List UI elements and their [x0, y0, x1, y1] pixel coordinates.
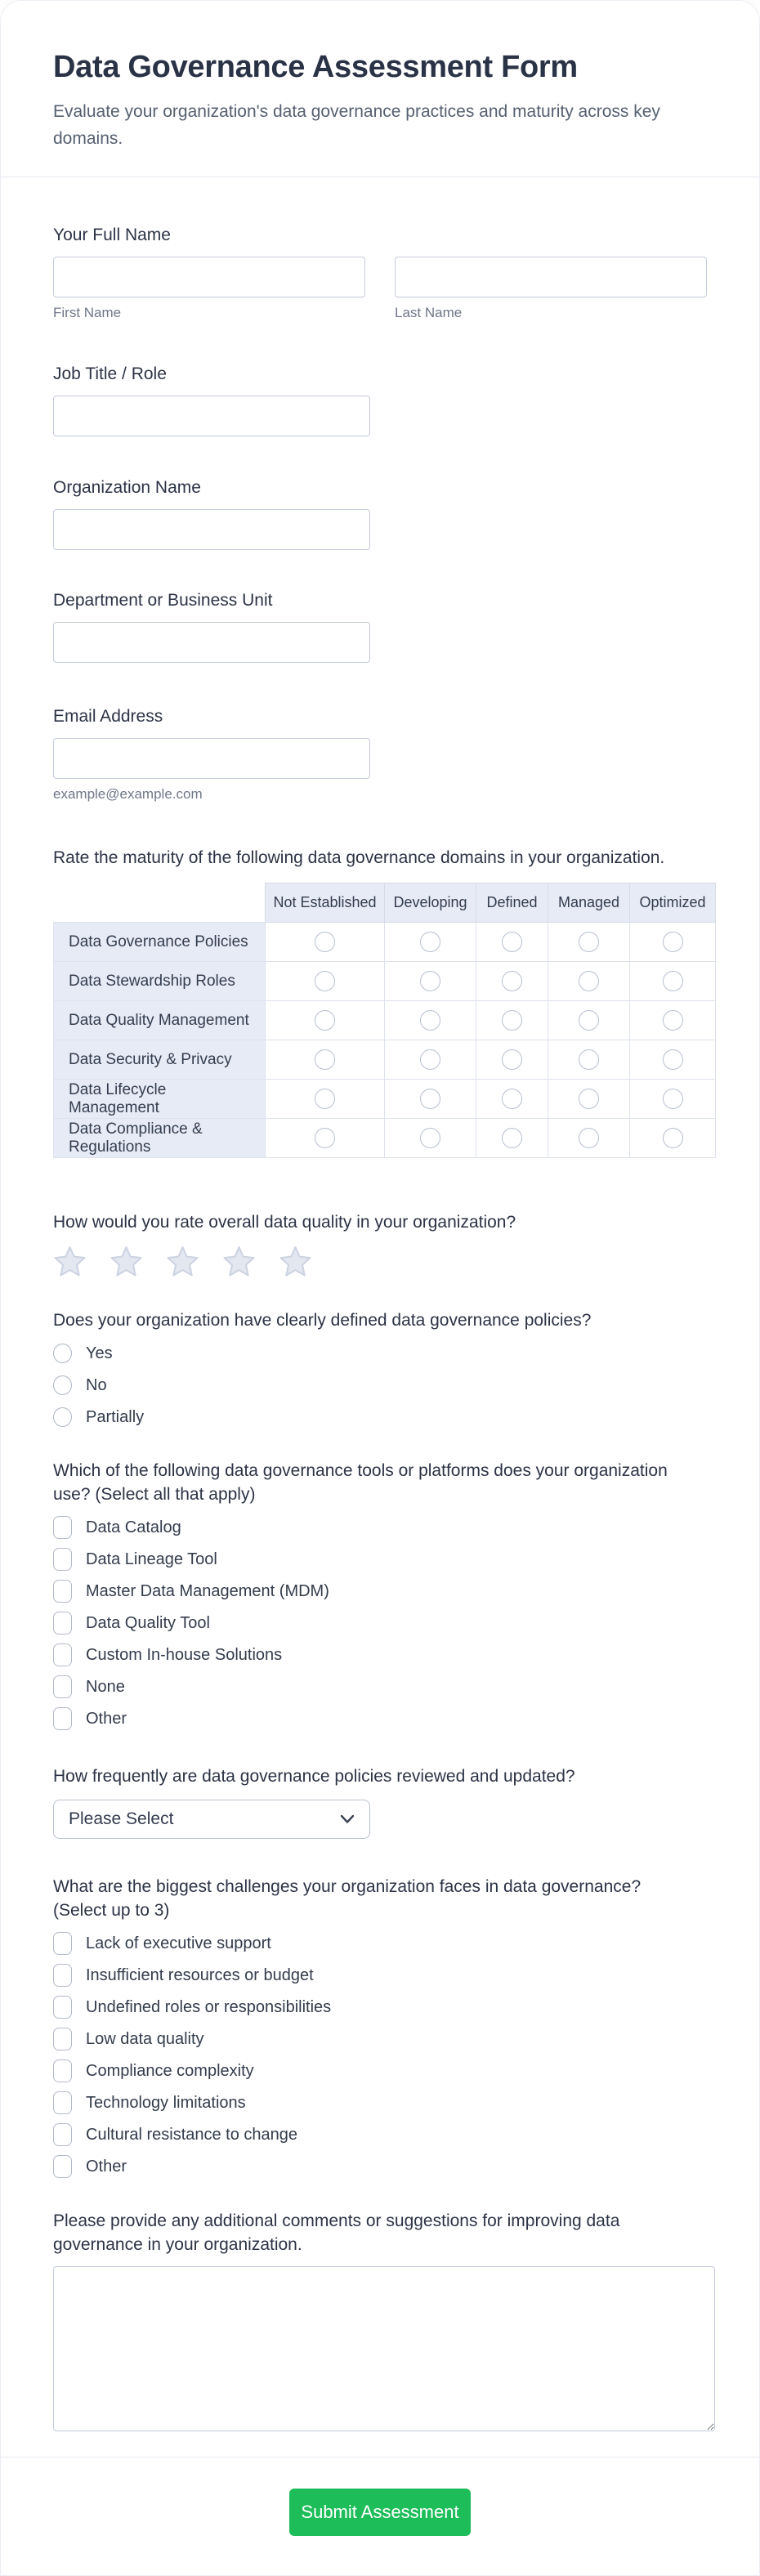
matrix-radio-button[interactable]: [579, 1089, 599, 1109]
matrix-cell[interactable]: [630, 923, 716, 962]
checkbox-option-row[interactable]: [53, 2028, 707, 2051]
checkbox-option-row[interactable]: [53, 2155, 707, 2178]
radio-option-row[interactable]: [53, 1342, 707, 1365]
department-label: Department or Business Unit: [53, 591, 273, 610]
option-label: Custom In-house Solutions: [86, 1645, 283, 1664]
option-label: Cultural resistance to change: [86, 2125, 298, 2144]
submit-button[interactable]: Submit Assessment: [289, 2489, 471, 2536]
matrix-radio-button[interactable]: [315, 932, 335, 952]
matrix-column-header: Defined: [476, 883, 548, 923]
form-subtitle: Evaluate your organization's data governance practices and maturity across key domains.: [53, 102, 660, 148]
matrix-radio-button[interactable]: [579, 971, 599, 991]
matrix-cell[interactable]: [476, 1119, 548, 1158]
matrix-cell[interactable]: [548, 1119, 630, 1158]
organization-label: Organization Name: [53, 478, 201, 497]
matrix-corner-cell: [54, 883, 266, 923]
first-name-col: [53, 257, 365, 321]
question-maturity-matrix: [53, 846, 707, 1158]
matrix-cell[interactable]: [385, 1040, 476, 1080]
full-name-label: Your Full Name: [53, 226, 171, 244]
matrix-cell[interactable]: [476, 1001, 548, 1040]
checkbox-option-row[interactable]: [53, 2059, 707, 2082]
comments-textarea[interactable]: [53, 2266, 715, 2431]
matrix-radio-button[interactable]: [315, 971, 335, 991]
matrix-row: [54, 923, 716, 962]
checkbox[interactable]: [53, 2091, 72, 2114]
matrix-cell[interactable]: [630, 1119, 716, 1158]
matrix-row-label: Data Quality Management: [54, 1001, 266, 1040]
option-label: No: [86, 1375, 107, 1394]
option-label: None: [86, 1677, 125, 1696]
matrix-cell[interactable]: [476, 923, 548, 962]
checkbox-option-row[interactable]: [53, 1644, 707, 1666]
checkbox-option-row[interactable]: [53, 2091, 707, 2114]
last-name-sublabel: Last Name: [395, 305, 463, 320]
question-comments: [53, 2209, 707, 2435]
star-rating-row: [53, 1246, 707, 1277]
matrix-radio-button[interactable]: [315, 1089, 335, 1109]
matrix-row-label: Data Lifecycle Management: [54, 1080, 266, 1119]
last-name-input[interactable]: [395, 257, 707, 297]
frequency-question-label: How frequently are data governance policies reviewed and updated?: [53, 1767, 575, 1786]
matrix-radio-button[interactable]: [420, 1128, 440, 1148]
matrix-row: [54, 1119, 716, 1158]
checkbox[interactable]: [53, 1964, 72, 1987]
matrix-row: [54, 1080, 716, 1119]
option-label: Technology limitations: [86, 2093, 246, 2112]
matrix-cell[interactable]: [385, 1119, 476, 1158]
star-rating-label: How would you rate overall data quality in your organization?: [53, 1213, 516, 1232]
radio-button[interactable]: [53, 1407, 72, 1427]
form-footer: [1, 2457, 759, 2575]
checkbox[interactable]: [53, 2059, 72, 2082]
checkbox[interactable]: [53, 1516, 72, 1539]
matrix-column-header: Not Established: [266, 883, 385, 923]
last-name-col: [395, 257, 707, 321]
option-label: Data Quality Tool: [86, 1613, 210, 1632]
radio-button[interactable]: [53, 1344, 72, 1363]
comments-label: Please provide any additional comments or suggestions for improving data governance in your organization.: [53, 2212, 620, 2254]
matrix-radio-button[interactable]: [420, 1089, 440, 1109]
question-star-rating: [53, 1210, 707, 1277]
matrix-cell[interactable]: [385, 1080, 476, 1119]
form-header: [1, 1, 759, 177]
matrix-row-label: Data Stewardship Roles: [54, 962, 266, 1001]
matrix-row-label: Data Security & Privacy: [54, 1040, 266, 1080]
question-job-title: [53, 362, 707, 436]
matrix-cell[interactable]: [630, 962, 716, 1001]
checkbox[interactable]: [53, 1580, 72, 1603]
matrix-radio-button[interactable]: [663, 1128, 683, 1148]
matrix-cell[interactable]: [385, 923, 476, 962]
matrix-cell[interactable]: [630, 1080, 716, 1119]
question-tools: [53, 1459, 707, 1730]
matrix-radio-button[interactable]: [420, 932, 440, 952]
option-label: Data Catalog: [86, 1518, 181, 1536]
question-policies: [53, 1308, 707, 1429]
option-label: Undefined roles or responsibilities: [86, 1997, 332, 2016]
matrix-radio-button[interactable]: [420, 971, 440, 991]
matrix-cell[interactable]: [266, 1080, 385, 1119]
question-email: [53, 704, 707, 803]
form-body: [1, 177, 759, 2457]
first-name-input[interactable]: [53, 257, 365, 297]
checkbox-option-row[interactable]: [53, 1612, 707, 1635]
matrix-cell[interactable]: [548, 1080, 630, 1119]
matrix-header-row: [54, 883, 716, 923]
checkbox[interactable]: [53, 2028, 72, 2051]
option-label: Master Data Management (MDM): [86, 1581, 329, 1600]
radio-button[interactable]: [53, 1375, 72, 1395]
organization-input[interactable]: [53, 509, 370, 550]
matrix-cell[interactable]: [266, 1040, 385, 1080]
matrix-row: [54, 1040, 716, 1080]
matrix-row: [54, 1001, 716, 1040]
job-title-input[interactable]: [53, 396, 370, 436]
question-organization: [53, 476, 707, 550]
matrix-radio-button[interactable]: [663, 1049, 683, 1070]
radio-option-row[interactable]: [53, 1374, 707, 1397]
email-hint: example@example.com: [53, 786, 203, 802]
option-label: Yes: [86, 1344, 113, 1362]
checkbox-option-row[interactable]: [53, 1516, 707, 1539]
option-label: Other: [86, 2157, 127, 2176]
checkbox[interactable]: [53, 1932, 72, 1955]
option-label: Compliance complexity: [86, 2061, 254, 2080]
question-full-name: [53, 223, 707, 321]
question-challenges: [53, 1875, 707, 2178]
checkbox-option-row[interactable]: [53, 1580, 707, 1603]
frequency-select-value: Please Select: [69, 1809, 174, 1828]
checkbox[interactable]: [53, 1996, 72, 2019]
challenges-checkbox-group: [53, 1932, 707, 2178]
matrix-cell[interactable]: [548, 1040, 630, 1080]
matrix-cell[interactable]: [266, 1119, 385, 1158]
checkbox[interactable]: [53, 1707, 72, 1730]
matrix-cell[interactable]: [385, 1001, 476, 1040]
maturity-matrix-table: [53, 883, 716, 1158]
department-input[interactable]: [53, 622, 370, 663]
matrix-radio-button[interactable]: [502, 1010, 522, 1031]
matrix-radio-button[interactable]: [502, 971, 522, 991]
matrix-radio-button[interactable]: [579, 1010, 599, 1031]
option-label: Low data quality: [86, 2029, 204, 2048]
matrix-cell[interactable]: [476, 962, 548, 1001]
tools-question-label: Which of the following data governance tools or platforms does your organization use? (Select all that apply): [53, 1461, 668, 1504]
matrix-cell[interactable]: [385, 962, 476, 1001]
matrix-radio-button[interactable]: [663, 932, 683, 952]
chevron-down-icon: [340, 1814, 355, 1824]
matrix-radio-button[interactable]: [579, 1049, 599, 1070]
challenges-question-label: What are the biggest challenges your organization faces in data governance? (Select up to 3): [53, 1877, 642, 1920]
matrix-radio-button[interactable]: [502, 932, 522, 952]
matrix-cell[interactable]: [548, 962, 630, 1001]
option-label: Lack of executive support: [86, 1934, 271, 1952]
question-department: [53, 588, 707, 663]
matrix-cell[interactable]: [630, 1001, 716, 1040]
matrix-radio-button[interactable]: [420, 1010, 440, 1031]
matrix-cell[interactable]: [476, 1040, 548, 1080]
option-label: Partially: [86, 1407, 145, 1426]
frequency-select[interactable]: [53, 1800, 370, 1839]
checkbox[interactable]: [53, 1548, 72, 1571]
matrix-row: [54, 962, 716, 1001]
matrix-radio-button[interactable]: [315, 1128, 335, 1148]
email-label: Email Address: [53, 707, 163, 726]
option-label: Other: [86, 1709, 127, 1728]
matrix-row-label: Data Governance Policies: [54, 923, 266, 962]
matrix-cell[interactable]: [476, 1080, 548, 1119]
matrix-cell[interactable]: [548, 923, 630, 962]
matrix-radio-button[interactable]: [579, 1128, 599, 1148]
star-icon[interactable]: [110, 1246, 143, 1277]
star-icon[interactable]: [53, 1246, 87, 1277]
matrix-cell[interactable]: [266, 1001, 385, 1040]
tools-checkbox-group: [53, 1516, 707, 1730]
checkbox-option-row[interactable]: [53, 2123, 707, 2146]
checkbox-option-row[interactable]: [53, 1996, 707, 2019]
checkbox-option-row[interactable]: [53, 1548, 707, 1571]
page-title: Data Governance Assessment Form: [53, 50, 578, 84]
matrix-column-header: Managed: [548, 883, 630, 923]
first-name-sublabel: First Name: [53, 305, 122, 320]
checkbox[interactable]: [53, 1644, 72, 1666]
matrix-radio-button[interactable]: [663, 971, 683, 991]
matrix-radio-button[interactable]: [663, 1010, 683, 1031]
option-label: Insufficient resources or budget: [86, 1966, 314, 1984]
matrix-radio-button[interactable]: [315, 1010, 335, 1031]
matrix-radio-button[interactable]: [579, 932, 599, 952]
matrix-cell[interactable]: [548, 1001, 630, 1040]
matrix-question-label: Rate the maturity of the following data governance domains in your organization.: [53, 848, 665, 867]
checkbox[interactable]: [53, 2123, 72, 2146]
checkbox-option-row[interactable]: [53, 1707, 707, 1730]
star-icon[interactable]: [279, 1246, 312, 1277]
policies-radio-group: [53, 1342, 707, 1429]
radio-option-row[interactable]: [53, 1406, 707, 1429]
checkbox[interactable]: [53, 2155, 72, 2178]
checkbox[interactable]: [53, 1612, 72, 1635]
matrix-radio-button[interactable]: [502, 1089, 522, 1109]
checkbox[interactable]: [53, 1675, 72, 1698]
option-label: Data Lineage Tool: [86, 1550, 217, 1568]
matrix-row-label: Data Compliance & Regulations: [54, 1119, 266, 1158]
matrix-radio-button[interactable]: [502, 1128, 522, 1148]
job-title-label: Job Title / Role: [53, 364, 167, 383]
star-icon[interactable]: [166, 1246, 199, 1277]
star-icon[interactable]: [222, 1246, 256, 1277]
matrix-column-header: Developing: [385, 883, 476, 923]
matrix-radio-button[interactable]: [502, 1049, 522, 1070]
matrix-radio-button[interactable]: [315, 1049, 335, 1070]
matrix-radio-button[interactable]: [420, 1049, 440, 1070]
question-frequency: [53, 1764, 707, 1839]
matrix-radio-button[interactable]: [663, 1089, 683, 1109]
matrix-column-header: Optimized: [630, 883, 716, 923]
email-input[interactable]: [53, 738, 370, 779]
checkbox-option-row[interactable]: [53, 1675, 707, 1698]
matrix-cell[interactable]: [266, 962, 385, 1001]
matrix-cell[interactable]: [630, 1040, 716, 1080]
policies-question-label: Does your organization have clearly defined data governance policies?: [53, 1311, 592, 1330]
name-row: [53, 257, 707, 321]
matrix-cell[interactable]: [266, 923, 385, 962]
checkbox-option-row[interactable]: [53, 1932, 707, 1955]
checkbox-option-row[interactable]: [53, 1964, 707, 1987]
